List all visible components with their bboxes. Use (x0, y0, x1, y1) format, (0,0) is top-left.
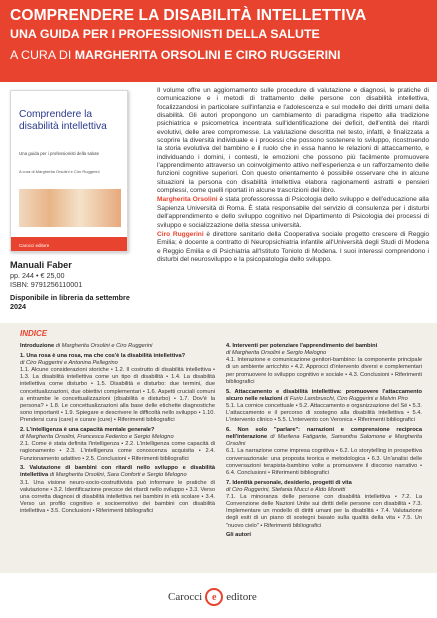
toc-entry (226, 343, 422, 386)
logo-word-editore: editore (226, 591, 257, 603)
toc-entry (226, 480, 422, 530)
curated-prefix: A CURA DI (10, 48, 75, 62)
toc-entry (226, 389, 422, 425)
toc-entry-authors: di Ciro Ruggerini e Antonina Pellegrino (20, 359, 118, 366)
author-name: Margherita Orsolini (157, 196, 218, 204)
toc-entry-authors: di Ciro Ruggerini, Stefania Mucci e Aldo Moretti (226, 486, 346, 493)
toc-entry-heading: 2. L'intelligenza è una capacità mentale generale? (20, 426, 155, 433)
author-bio-ruggerini (157, 231, 429, 264)
description-paragraph: Il volume offre un aggiornamento sulle procedure di valutazione e diagnosi, le pratiche di comunicazione e i metodi di trattamento delle persone con disabilità intellettiva, focalizzandosi in particolare sull'infanzia e l'adolescenza e sul modello dei diritti umani della disabilità. Gli autori propongono un cambiamento di paradigma rispetto alla tradizione psichiatrica e psicometrica incentrata sull'identificazione dei deficit, dell'entità dei ritardi evolutivi, delle aree compromesse. La valutazione descritta nel testo, infatti, è finalizzata a scoprire la diversità individuale e i processi che possono sostenere lo sviluppo, ricostruendo la storia evolutiva del bambino e il ruolo che in essa hanno le relazioni di attaccamento, e individuando i domini, i contesti, le emozioni che possono più facilmente promuovere l'apprendimento attraverso un coinvolgimento attivo nell'esperienza e un rafforzamento delle funzioni cognitive superiori. Con questo orientamento è possibile osservare che in alcune situazioni la persona con disabilità intellettiva elabora ragionamenti astratti e pensieri complessi, come quelli riportati in alcune trascrizioni del libro. (157, 87, 429, 195)
toc-entry-sections: 3.1. Una visione neuro-socio-costruttivista può informare le pratiche di valutazione • 3.2. Identificazione precoce dei ritardi nello sviluppo • 3.3. Verso una corretta diagnosi di disabilità intellettiva nei bambini in età scolare • 3.4. Verso un profilo cognitivo e socioemotivo dei bambini con disabilità intellettiva • 3.5. Conclusioni • Riferimenti bibliografici (20, 479, 215, 515)
toc-entry (20, 353, 215, 425)
toc-entry-sections: 2.1. Come è stata definita l'intelligenza • 2.2. L'intelligenza come capacità di ragionamento • 2.3. L'intelligenza come conoscenza acquisita • 2.4. Funzionamento adattivo • 2.5. Conclusioni • Riferimenti bibliografici (20, 441, 215, 462)
book-details (10, 260, 145, 311)
toc-title: INDICE (20, 329, 48, 338)
author-bio-orsolini (157, 196, 429, 229)
toc-entry-sections: 4.1. Interazione e comunicazione genitori-bambino: la componente principale di un ambiente arricchito • 4.2. Approcci d'intervento diversi e complementari per promuovere lo sviluppo cognitivo e sociale • 4.3. Conclusioni • Riferimenti bibliografici (226, 357, 422, 385)
book-subtitle: UNA GUIDA PER I PROFESSIONISTI DELLA SALUTE (10, 27, 320, 41)
toc-entry-authors: di Margherita Orsolini, Francesca Federico e Sergio Melogno (20, 434, 174, 441)
toc-entry-sections: 7.1. La minoranza delle persone con disabilità intellettiva • 7.2. La Convenzione delle Nazioni Unite sui diritti delle persone con disabilità • 7.3. Implementare un modello di diritti umani per la disabilità • 7.4. Valutazione degli esiti di un piano di sostegni basato sulla qualità della vita • 7.5. Un "nuovo cielo" • Riferimenti bibliografici (226, 493, 422, 529)
toc-entry-authors: di Margherita Orsolini, Sara Conforti e Sergio Melogno (48, 472, 187, 479)
book-title: COMPRENDERE LA DISABILITÀ INTELLETTIVA (10, 7, 367, 24)
toc-entry-heading: 5. Attaccamento e disabilità intellettiva: promuovere l'attaccamento sicuro nelle relazioni (226, 388, 422, 402)
book-description (157, 87, 429, 265)
title-banner (0, 0, 437, 82)
toc-entry-heading: 1. Una rosa è una rosa, ma che cos'è la disabilità intellettiva? (20, 352, 186, 359)
author-name: Ciro Ruggerini (157, 230, 204, 238)
toc-entry-sections: 6.1. La narrazione come impresa cognitiva • 6.2. Lo storytelling in prospettiva conversazionale: una proposta teorica e metodologica • 6.3. Un'analisi delle conversazioni terapista-bambino volte a promuovere il discorso narrativo • 6.4. Conclusioni • Riferimenti bibliografici (226, 448, 422, 476)
toc-entry-sections: 5.1. La cornice concettuale • 5.2. Attaccamento e organizzazione del Sé • 5.3. L'attaccamento e il percorso di sostegno alla disabilità intellettiva • 5.4. L'intervento clinico • 5.5. L'intervento con Veronica • Riferimenti bibliografici (226, 402, 422, 424)
cover-subtitle: Una guida per i professionisti della salute (19, 151, 100, 156)
toc-entry (20, 465, 215, 515)
toc-entry (226, 427, 422, 477)
toc-entry-authors: di Margherita Orsolini e Ciro Ruggerini (54, 343, 153, 349)
author-bio-text: è stata professoressa di Psicologia dello sviluppo e dell'educazione alla Sapienza Università di Roma. È stata responsabile del servizio di consulenza per i disturbi dell'apprendimento e dello sviluppo cognitivo nel Dipartimento di Psicologia dei processi di sviluppo e socializzazione della stessa università. (157, 196, 429, 229)
cover-authors: A cura di Margherita Orsolini e Ciro Ruggerini (19, 169, 100, 174)
pages-price: pp. 244 • € 25,00 (10, 271, 65, 280)
publisher-logo (168, 586, 257, 608)
toc-entry-heading: 7. Identità personale, desiderio, progetti di vita (226, 479, 352, 486)
toc-entry-authors: di Furio Lambruschi, Ciro Ruggerini e Melvin Piro (282, 395, 408, 402)
cover-illustration (19, 189, 121, 227)
toc-entry-sections: 1.1. Alcune considerazioni storiche • 1.2. Il costrutto di disabilità intellettiva • 1.3. La disabilità intellettiva come un tipo di disabilità • 1.4. La disabilità intellettiva come disturbo • 1.5. Disabilità e disturbo: due termini, due concettualizzazioni, due obiettivi complementari • 1.6. Aspetti cruciali comuni a entrambe le concettualizzazioni (disabilità e disturbo) • 1.7. Dov'è la persona? • 1.8. Le concettualizzazioni alla base delle etichette diagnostiche sono importanti • 1.9. Spiegare e descrivere le difficoltà nello sviluppo • 1.10. Prendersi cura (care) e curare (cure) • Riferimenti bibliografici (20, 367, 215, 424)
toc-entry-authors: di Marilena Fatigante, Samantha Salomone e Margherita Orsolini (226, 434, 422, 448)
cover-title: Comprendere la disabilità intellettiva (19, 109, 107, 132)
availability: Disponibile in libreria da settembre 2024 (10, 293, 130, 311)
logo-mark: e (211, 591, 217, 603)
isbn: ISBN: 9791256110001 (10, 280, 83, 289)
author-bio-text: è direttore sanitario della Cooperativa sociale progetto crescere di Reggio Emilia; è docente a contratto di Neuropsichiatria infantile all'Università degli Studi di Modena e Reggio Emilia e di Psichiatria all'Istituto Toniolo di Modena. I suoi interessi comprendono i disturbi del neurosviluppo e la psicopatologia dello sviluppo. (157, 230, 429, 263)
toc-entry-authors: di Margherita Orsolini e Sergio Melogno (226, 350, 327, 357)
curators-names: MARGHERITA ORSOLINI E CIRO RUGGERINI (74, 48, 341, 62)
series-name: Manuali Faber (10, 260, 72, 270)
logo-word-carocci: Carocci (168, 591, 203, 603)
toc-entry-heading: 4. Interventi per potenziare l'apprendimento dei bambini (226, 343, 378, 349)
toc-entry (20, 343, 215, 350)
logo-ring-icon (205, 588, 223, 606)
toc-entry (226, 532, 422, 539)
curators-line (10, 46, 427, 64)
toc-entry-heading: Gli autori (226, 532, 251, 539)
toc-entry-heading: Introduzione (20, 343, 55, 349)
toc-entry (20, 427, 215, 463)
cover-publisher: Carocci editore (19, 243, 50, 248)
toc-entry-heading: 3. Valutazione di bambini con ritardi nello sviluppo e disabilità intellettiva (20, 465, 215, 479)
toc-entry-heading: 6. Non solo "parlare": narrazioni e comprensione reciproca nell'interazione (226, 426, 422, 441)
toc-left-column (20, 343, 215, 518)
toc-right-column (226, 343, 422, 542)
book-cover (10, 90, 128, 252)
